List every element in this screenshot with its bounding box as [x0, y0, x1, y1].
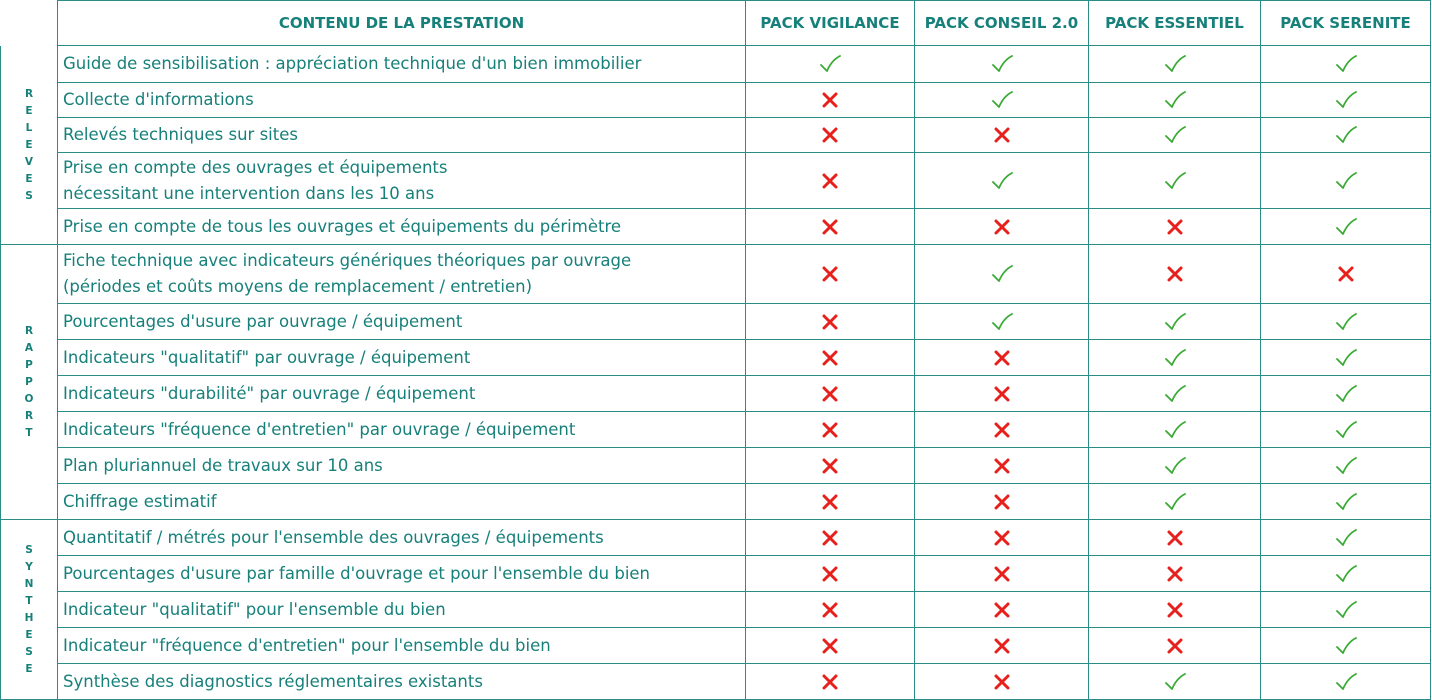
cross-icon: [914, 484, 1088, 520]
cross-icon: [914, 448, 1088, 484]
check-icon: [1088, 412, 1260, 448]
table-row-description: Guide de sensibilisation : appréciation technique d'un bien immobilier: [57, 46, 745, 83]
check-icon: [1260, 209, 1431, 245]
cross-icon: [1088, 245, 1260, 304]
check-icon: [914, 153, 1088, 209]
cross-icon: [745, 304, 914, 340]
table-row-description: Relevés techniques sur sites: [57, 118, 745, 153]
section-label-text: R A P P O R T: [24, 324, 34, 439]
cross-icon: [745, 245, 914, 304]
check-icon: [1260, 412, 1431, 448]
cross-icon: [1088, 520, 1260, 556]
check-icon: [1088, 664, 1260, 700]
cross-icon: [745, 376, 914, 412]
cross-icon: [745, 484, 914, 520]
table-row-description: Indicateur "qualitatif" pour l'ensemble du bien: [57, 592, 745, 628]
check-icon: [1260, 556, 1431, 592]
check-icon: [1260, 153, 1431, 209]
cross-icon: [1088, 556, 1260, 592]
column-header-pack-3: PACK ESSENTIEL: [1088, 0, 1260, 46]
section-label-text: S Y N T H E S E: [24, 543, 34, 675]
table-row-description: Quantitatif / métrés pour l'ensemble des ouvrages / équipements: [57, 520, 745, 556]
cross-icon: [745, 628, 914, 664]
column-header-pack-4: PACK SERENITE: [1260, 0, 1431, 46]
cross-icon: [745, 340, 914, 376]
table-row-description: Plan pluriannuel de travaux sur 10 ans: [57, 448, 745, 484]
cross-icon: [914, 209, 1088, 245]
check-icon: [1260, 592, 1431, 628]
cross-icon: [914, 376, 1088, 412]
cross-icon: [1260, 245, 1431, 304]
table-row-description: Prise en compte de tous les ouvrages et équipements du périmètre: [57, 209, 745, 245]
check-icon: [1088, 46, 1260, 83]
check-icon: [1088, 376, 1260, 412]
table-row-description: Indicateurs "fréquence d'entretien" par ouvrage / équipement: [57, 412, 745, 448]
cross-icon: [914, 556, 1088, 592]
table-row-description: Indicateurs "durabilité" par ouvrage / équipement: [57, 376, 745, 412]
column-header-pack-2: PACK CONSEIL 2.0: [914, 0, 1088, 46]
check-icon: [1088, 340, 1260, 376]
cross-icon: [745, 664, 914, 700]
cross-icon: [745, 83, 914, 118]
section-label-rapport: [0, 245, 57, 520]
cross-icon: [745, 412, 914, 448]
cross-icon: [914, 592, 1088, 628]
cross-icon: [1088, 592, 1260, 628]
table-row-description: Indicateur "fréquence d'entretien" pour l'ensemble du bien: [57, 628, 745, 664]
cross-icon: [1088, 628, 1260, 664]
section-label-text: R E L E V E S: [24, 87, 34, 202]
check-icon: [1260, 118, 1431, 153]
check-icon: [1260, 628, 1431, 664]
check-icon: [1088, 304, 1260, 340]
check-icon: [1088, 153, 1260, 209]
cross-icon: [745, 209, 914, 245]
cross-icon: [914, 628, 1088, 664]
table-row-description: Pourcentages d'usure par famille d'ouvrage et pour l'ensemble du bien: [57, 556, 745, 592]
check-icon: [1088, 448, 1260, 484]
section-label-synthese: [0, 520, 57, 700]
column-header-content: CONTENU DE LA PRESTATION: [57, 0, 745, 46]
table-row-description: Chiffrage estimatif: [57, 484, 745, 520]
cross-icon: [745, 520, 914, 556]
cross-icon: [745, 118, 914, 153]
table-row-description: Synthèse des diagnostics réglementaires existants: [57, 664, 745, 700]
check-icon: [914, 46, 1088, 83]
check-icon: [1260, 520, 1431, 556]
cross-icon: [1088, 209, 1260, 245]
check-icon: [1260, 46, 1431, 83]
check-icon: [1260, 83, 1431, 118]
check-icon: [1260, 664, 1431, 700]
check-icon: [1260, 376, 1431, 412]
cross-icon: [914, 412, 1088, 448]
section-label-releves: [0, 46, 57, 245]
table-row-description: Collecte d'informations: [57, 83, 745, 118]
cross-icon: [745, 592, 914, 628]
cross-icon: [914, 340, 1088, 376]
table-row-description: Prise en compte des ouvrages et équipements nécessitant une intervention dans les 10 ans: [57, 153, 745, 209]
check-icon: [745, 46, 914, 83]
check-icon: [914, 245, 1088, 304]
check-icon: [1088, 118, 1260, 153]
column-header-pack-1: PACK VIGILANCE: [745, 0, 914, 46]
check-icon: [1260, 304, 1431, 340]
check-icon: [1088, 484, 1260, 520]
check-icon: [914, 304, 1088, 340]
cross-icon: [745, 448, 914, 484]
check-icon: [1088, 83, 1260, 118]
cross-icon: [914, 664, 1088, 700]
check-icon: [1260, 448, 1431, 484]
check-icon: [1260, 484, 1431, 520]
table-row-description: Pourcentages d'usure par ouvrage / équipement: [57, 304, 745, 340]
cross-icon: [745, 556, 914, 592]
check-icon: [914, 83, 1088, 118]
table-row-description: Fiche technique avec indicateurs génériques théoriques par ouvrage (périodes et coûts moyens de remplacement / entretien): [57, 245, 745, 304]
cross-icon: [745, 153, 914, 209]
check-icon: [1260, 340, 1431, 376]
cross-icon: [914, 118, 1088, 153]
cross-icon: [914, 520, 1088, 556]
table-row-description: Indicateurs "qualitatif" par ouvrage / équipement: [57, 340, 745, 376]
